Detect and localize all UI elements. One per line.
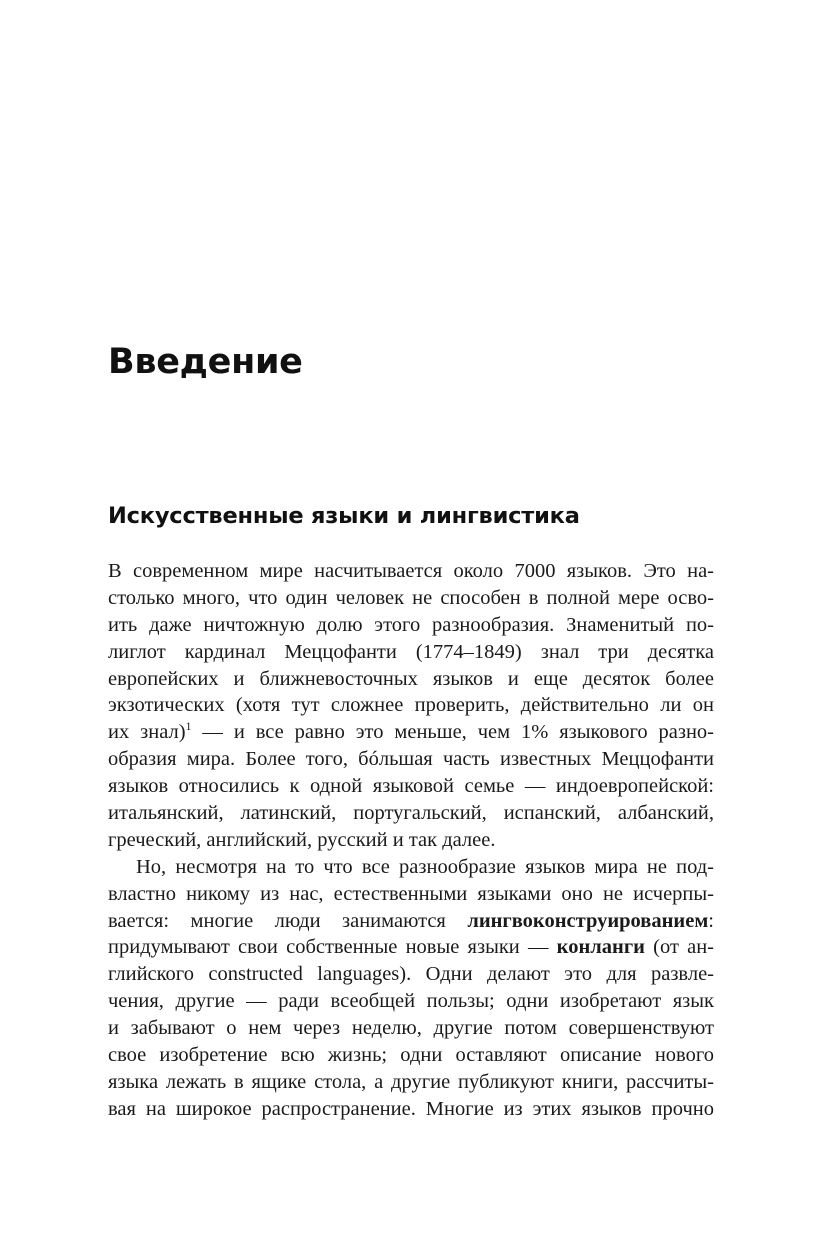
text-line: лиглот кардинал Меццофанти (1774–1849) знал три десятка [108, 640, 714, 663]
text-line: греческий, английский, русский и так далее. [108, 828, 496, 851]
text-line: вая на широкое распространение. Многие из этих языков прочно [108, 1097, 714, 1120]
text-line: придумывают свои собственные новые языки — конланги (от ан- [108, 936, 714, 959]
text-line [108, 1123, 714, 1150]
section-title: Искусственные языки и лингвистика [108, 503, 580, 529]
footnote-reference: 1 [185, 719, 192, 734]
text-line: В современном мире насчитывается около 7000 языков. Это на- [108, 560, 714, 582]
text-line: итальянский, латинский, португальский, испанский, албанский, [108, 802, 714, 825]
chapter-title: Введение [108, 342, 303, 382]
text-line: европейских и ближневосточных языков и еще десяток более [108, 667, 714, 690]
body-text [108, 558, 714, 1150]
text-line: вается: многие люди занимаются лингвоконструированием: [108, 909, 714, 932]
text-line: языка лежать в ящике стола, а другие публикуют книги, рассчиты- [108, 1070, 714, 1093]
text-line: экзотических (хотя тут сложнее проверить, действительно ли он [108, 694, 714, 717]
book-page [108, 0, 714, 1241]
text-line: властно никому из нас, естественными языками оно не исчерпы- [108, 882, 714, 905]
text-line: чения, другие — ради всеобщей пользы; одни изобретают язык [108, 990, 714, 1013]
text-line: ить даже ничтожную долю этого разнообразия. Знаменитый по- [108, 613, 714, 636]
text-line: столько много, что один человек не способен в полной мере осво- [108, 586, 714, 609]
text-line: образия мира. Более того, бóльшая часть известных Меццофанти [108, 748, 714, 771]
text-line: глийского constructed languages). Одни делают это для развле- [108, 963, 714, 986]
text-line: свое изобретение всю жизнь; одни оставляют описание нового [108, 1044, 714, 1067]
text-line: Но, несмотря на то что все разнообразие языков мира не под- [136, 855, 714, 878]
bold-term: лингвоконструированием [467, 909, 709, 932]
text-line: их знал)$^1$ — и все равно это меньше, чем 1% языкового разно- [108, 719, 714, 744]
text-line: языков относились к одной языковой семье — индоевропейской: [108, 775, 714, 798]
text-line: и забывают о нем через неделю, другие потом совершенствуют [108, 1017, 714, 1040]
bold-term: конланги [556, 936, 645, 959]
